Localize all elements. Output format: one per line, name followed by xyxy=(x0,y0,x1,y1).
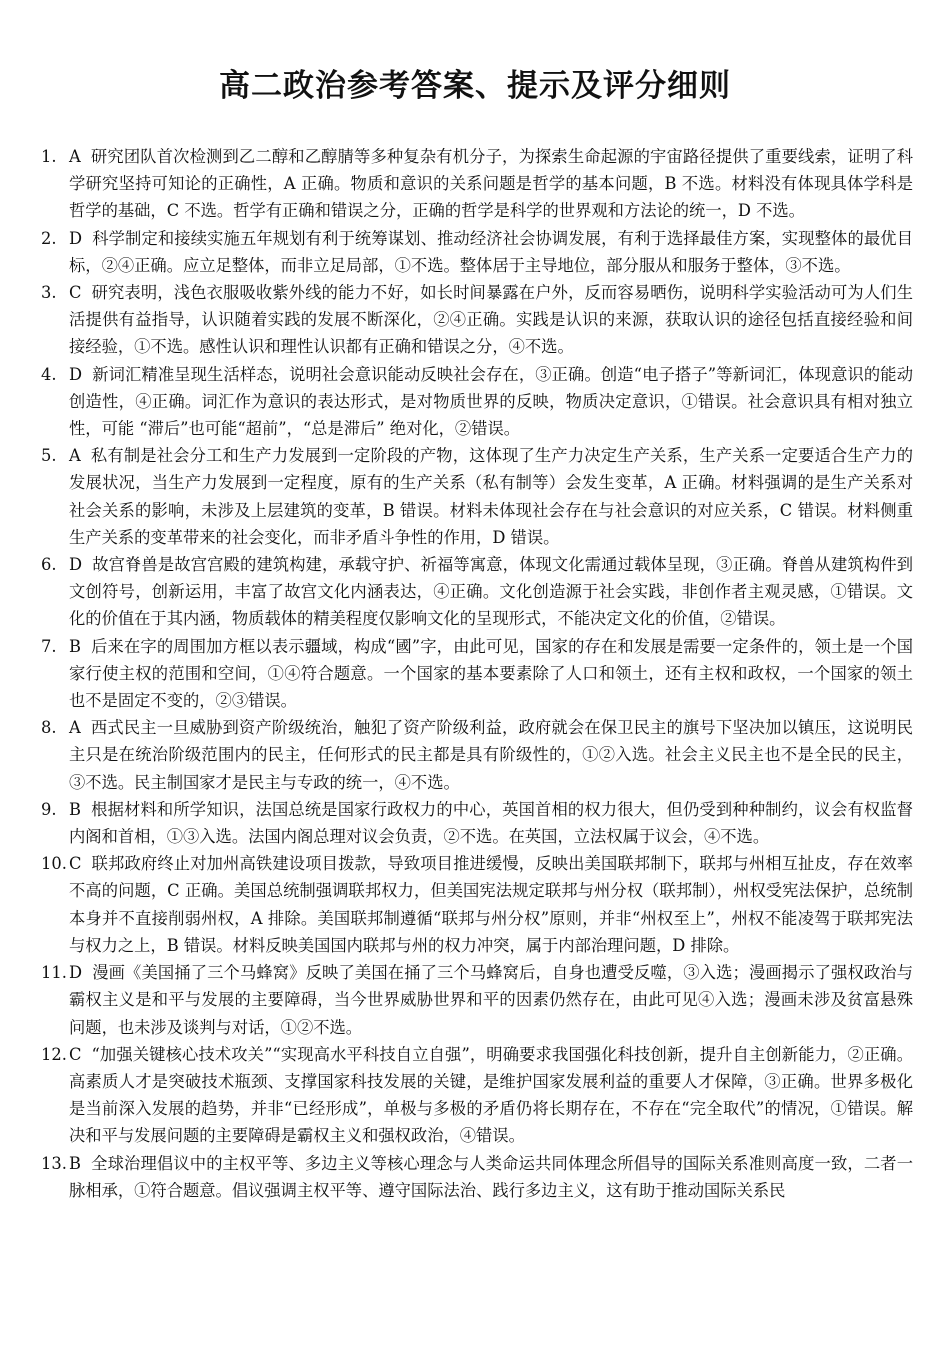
item-explanation: 全球治理倡议中的主权平等、多边主义等核心理念与人类命运共同体理念所倡导的国际关系准则高度一致，二者一脉相承，①符合题意。倡议强调主权平等、遵守国际法治、践行多边主义，这有助于推动国际关系民 xyxy=(69,1153,913,1200)
answer-item xyxy=(41,551,913,633)
page-title: 高二政治参考答案、提示及评分细则 xyxy=(219,68,731,104)
answer-item xyxy=(41,959,913,1041)
item-answer: A xyxy=(69,446,81,466)
answer-item xyxy=(41,1041,913,1150)
answer-item xyxy=(41,279,913,361)
item-answer: C xyxy=(69,283,82,303)
answer-item xyxy=(41,442,913,551)
item-number: 5. xyxy=(41,446,57,466)
answer-item xyxy=(41,1150,913,1204)
item-number: 9. xyxy=(41,799,57,819)
item-explanation: 故宫脊兽是故宫宫殿的建筑构建，承载守护、祈福等寓意，体现文化需通过载体呈现，③正确。脊兽从建筑构件到文创符号，创新运用，丰富了故宫文化内涵表达，④正确。文化创造源于社会实践，非创作者主观灵感，①错误。文化的价值在于其内涵，物质载体的精美程度仅影响文化的呈现形式，不能决定文化的价值，②错误。 xyxy=(69,555,913,629)
item-answer: B xyxy=(69,799,81,819)
item-answer: D xyxy=(69,963,83,983)
item-answer: B xyxy=(69,1153,81,1173)
item-answer: C xyxy=(69,854,82,874)
item-number: 3. xyxy=(41,283,57,303)
item-number: 8. xyxy=(41,718,57,738)
answer-item xyxy=(41,225,913,279)
item-number: 13. xyxy=(41,1153,67,1173)
item-number: 4. xyxy=(41,364,57,384)
item-explanation: 研究团队首次检测到乙二醇和乙醇腈等多种复杂有机分子，为探索生命起源的宇宙路径提供了重要线索，证明了科学研究坚持可知论的正确性，A 正确。物质和意识的关系问题是哲学的基本问题，B 不选。材料没有体现具体学科是哲学的基础，C 不选。哲学有正确和错误之分，正确的哲学是科学的世界观和方法论的统一，D 不选。 xyxy=(69,147,913,221)
item-explanation: 研究表明，浅色衣服吸收紫外线的能力不好，如长时间暴露在户外，反而容易晒伤，说明科学实验活动可为人们生活提供有益指导，认识随着实践的发展不断深化，②④正确。实践是认识的来源，获取认识的途径包括直接经验和间接经验，①不选。感性认识和理性认识都有正确和错误之分，④不选。 xyxy=(69,283,913,357)
item-explanation: 新词汇精准呈现生活样态，说明社会意识能动反映社会存在，③正确。创造“电子搭子”等新词汇，体现意识的能动创造性，④正确。词汇作为意识的表达形式，是对物质世界的反映，物质决定意识，①错误。社会意识具有相对独立性，可能 “滞后”也可能“超前”，“总是滞后” 绝对化，②错误。 xyxy=(69,364,913,439)
item-answer: D xyxy=(69,228,83,248)
item-explanation: 联邦政府终止对加州高铁建设项目拨款，导致项目推进缓慢，反映出美国联邦制下，联邦与州相互扯皮，存在效率不高的问题，C 正确。美国总统制强调联邦权力，但美国宪法规定联邦与州分权（联邦制），州权受宪法保护，总统制本身并不直接削弱州权，A 排除。美国联邦制遵循“联邦与州分权”原则，并非“州权至上”，州权不能凌驾于联邦宪法与权力之上，B 错误。材料反映美国国内联邦与州的权力冲突，属于内部治理问题，D 排除。 xyxy=(69,854,913,955)
answer-list xyxy=(41,143,913,1204)
item-explanation: 西式民主一旦威胁到资产阶级统治，触犯了资产阶级利益，政府就会在保卫民主的旗号下坚决加以镇压，这说明民主只是在统治阶级范围内的民主，任何形式的民主都是具有阶级性的，①②入选。社会主义民主也不是全民的民主，③不选。民主制国家才是民主与专政的统一，④不选。 xyxy=(69,718,913,792)
item-answer: B xyxy=(69,636,81,656)
item-answer: D xyxy=(69,555,83,575)
answer-item xyxy=(41,361,913,443)
item-explanation: 根据材料和所学知识，法国总统是国家行政权力的中心，英国首相的权力很大，但仍受到种种制约，议会有权监督内阁和首相，①③入选。法国内阁总理对议会负责，②不选。在英国，立法权属于议会，④不选。 xyxy=(69,799,913,847)
item-answer: C xyxy=(69,1044,82,1064)
item-number: 7. xyxy=(41,636,57,656)
item-answer: A xyxy=(69,147,81,166)
answer-item xyxy=(41,850,913,959)
item-explanation: 漫画《美国捅了三个马蜂窝》反映了美国在捅了三个马蜂窝后，自身也遭受反噬，③入选；漫画揭示了强权政治与霸权主义是和平与发展的主要障碍，当今世界威胁世界和平的因素仍然存在，由此可见④入选；漫画未涉及贫富悬殊问题，也未涉及谈判与对话，①②不选。 xyxy=(69,963,913,1037)
item-number: 12. xyxy=(41,1044,67,1064)
item-answer: D xyxy=(69,364,83,384)
item-explanation: “加强关键核心技术攻关”“实现高水平科技自立自强”，明确要求我国强化科技创新，提升自主创新能力，②正确。高素质人才是突破技术瓶颈、支撑国家科技发展的关键，是维护国家发展利益的重要人才保障，③正确。世界多极化是当前深入发展的趋势，并非“已经形成”，单极与多极的矛盾仍将长期存在，不存在“完全取代”的情况，①错误。解决和平与发展问题的主要障碍是霸权主义和强权政治，④错误。 xyxy=(69,1044,913,1146)
item-number: 6. xyxy=(41,555,57,575)
item-number: 11. xyxy=(41,963,67,983)
answer-item xyxy=(41,633,913,715)
item-answer: A xyxy=(69,718,81,738)
answer-item xyxy=(41,714,913,796)
answer-item xyxy=(41,143,913,225)
item-number: 2. xyxy=(41,228,57,248)
item-number: 10. xyxy=(41,854,67,874)
item-explanation: 私有制是社会分工和生产力发展到一定阶段的产物，这体现了生产力决定生产关系，生产关系一定要适合生产力的发展状况，当生产力发展到一定程度，原有的生产关系（私有制等）会发生变革，A 正确。材料强调的是生产关系对社会关系的影响，未涉及上层建筑的变革，B 错误。材料未体现社会存在与社会意识的对应关系，C 错误。材料侧重生产关系的变革带来的社会变化，而非矛盾斗争性的作用，D 错误。 xyxy=(69,446,913,547)
item-explanation: 科学制定和接续实施五年规划有利于统筹谋划、推动经济社会协调发展，有利于选择最佳方案，实现整体的最优目标，②④正确。应立足整体，而非立足局部，①不选。整体居于主导地位，部分服从和服务于整体，③不选。 xyxy=(69,228,913,275)
item-explanation: 后来在字的周围加方框以表示疆域，构成“國”字，由此可见，国家的存在和发展是需要一定条件的，领土是一个国家行使主权的范围和空间，①④符合题意。一个国家的基本要素除了人口和领土，还有主权和政权，一个国家的领土也不是固定不变的，②③错误。 xyxy=(69,636,913,711)
answer-item xyxy=(41,796,913,850)
item-number: 1. xyxy=(41,147,57,166)
